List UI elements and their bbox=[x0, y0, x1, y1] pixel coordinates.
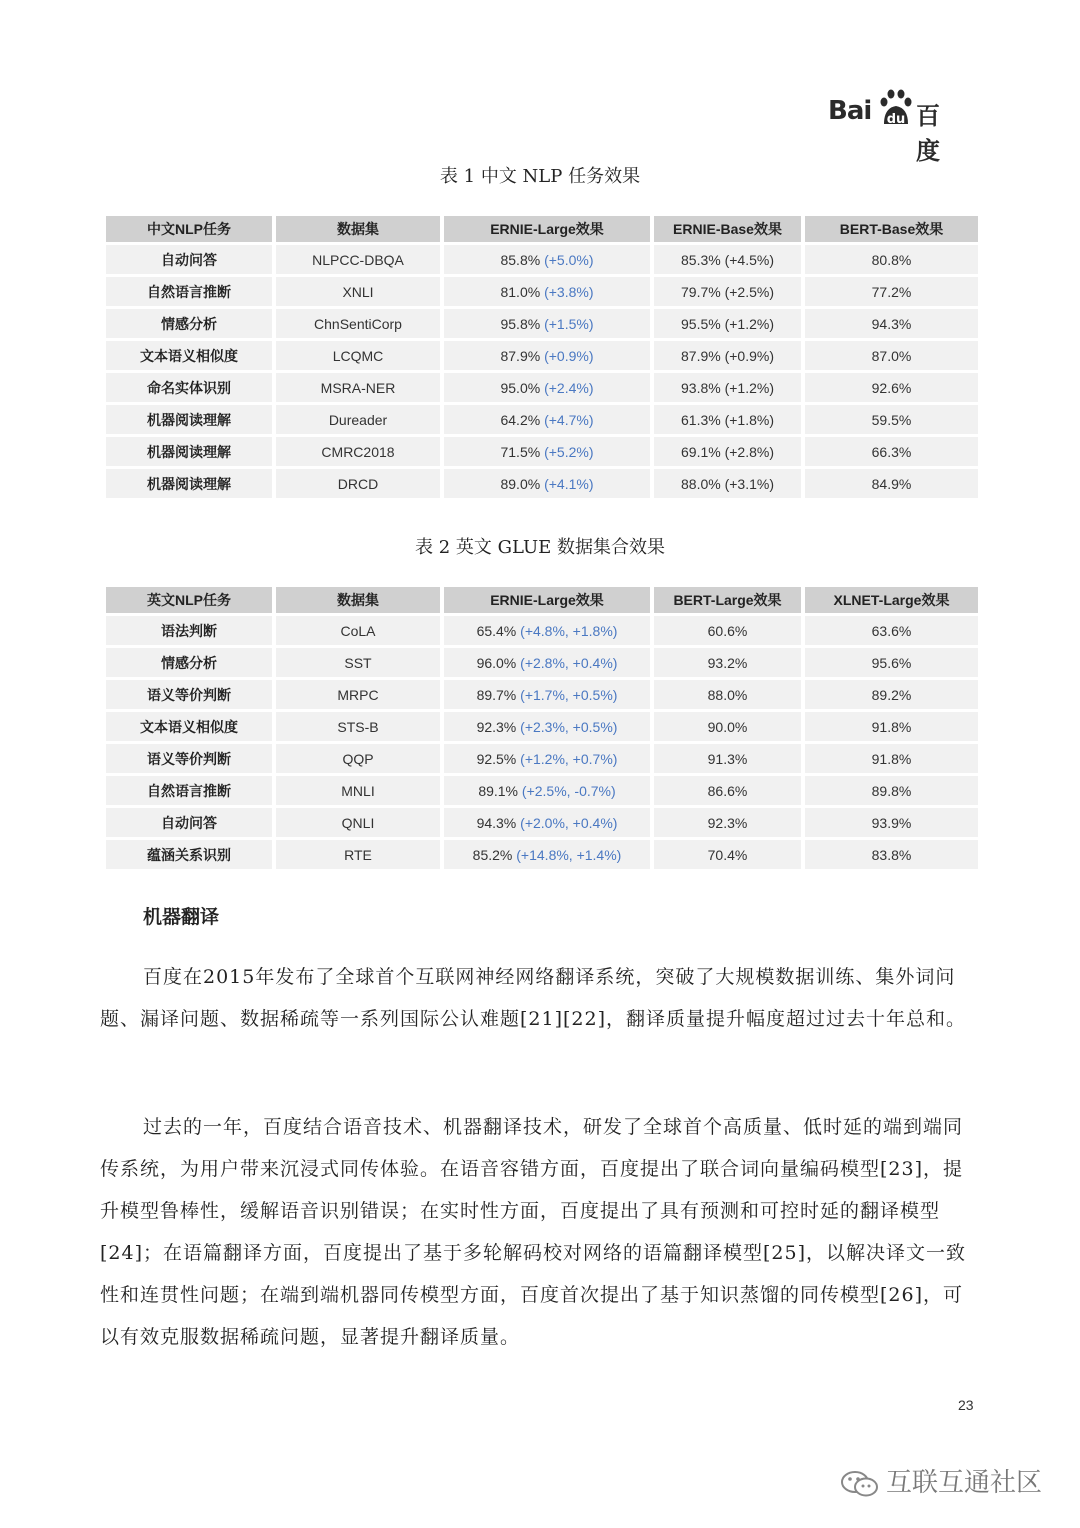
xlnet-large-cell: 63.6% bbox=[805, 616, 978, 645]
table2 bbox=[102, 584, 982, 872]
dataset-cell: Dureader bbox=[276, 405, 440, 434]
dataset-cell: MSRA-NER bbox=[276, 373, 440, 402]
ernie-large-value: 95.0% bbox=[500, 379, 541, 396]
bert-large-cell: 86.6% bbox=[654, 776, 801, 805]
ernie-large-value: 85.2% bbox=[472, 846, 513, 863]
task-cell: 语义等价判断 bbox=[106, 680, 272, 709]
table2-caption: 表 2 英文 GLUE 数据集合效果 bbox=[415, 537, 665, 558]
watermark bbox=[840, 1462, 1042, 1499]
ernie-large-delta: (+4.1%) bbox=[544, 475, 594, 492]
table2-header-cell: XLNET-Large效果 bbox=[805, 587, 978, 613]
task-cell: 情感分析 bbox=[106, 648, 272, 677]
bert-large-cell: 70.4% bbox=[654, 840, 801, 869]
table2-header-cell: ERNIE-Large效果 bbox=[444, 587, 650, 613]
bert-large-cell: 91.3% bbox=[654, 744, 801, 773]
table-row bbox=[106, 648, 978, 677]
bert-base-cell: 59.5% bbox=[805, 405, 978, 434]
table1-header-cell: BERT-Base效果 bbox=[805, 216, 978, 242]
ernie-base-cell: 95.5% (+1.2%) bbox=[654, 309, 801, 338]
dataset-cell: CoLA bbox=[276, 616, 440, 645]
paragraph-2: 过去的一年，百度结合语音技术、机器翻译技术，研发了全球首个高质量、低时延的端到端同传系统，为用户带来沉浸式同传体验。在语音容错方面，百度提出了联合词向量编码模型[23]，提升模型鲁棒性，缓解语音识别错误；在实时性方面，百度提出了具有预测和可控时延的翻译模型[24]；在语篇翻译方面，百度提出了基于多轮解码校对网络的语篇翻译模型[25]，以解决译文一致性和连贯性问题；在端到端机器同传模型方面，百度首次提出了基于知识蒸馏的同传模型[26]，可以有效克服数据稀疏问题，显著提升翻译质量。 bbox=[100, 1116, 967, 1348]
table1-header-cell: 中文NLP任务 bbox=[106, 216, 272, 242]
ernie-large-cell bbox=[444, 405, 650, 434]
ernie-base-cell: 87.9% (+0.9%) bbox=[654, 341, 801, 370]
ernie-large-value: 89.1% bbox=[478, 782, 519, 799]
dataset-cell: MNLI bbox=[276, 776, 440, 805]
watermark-text: 互联互通社区 bbox=[886, 1468, 1043, 1498]
ernie-large-value: 64.2% bbox=[500, 411, 541, 428]
dataset-cell: MRPC bbox=[276, 680, 440, 709]
xlnet-large-cell: 93.9% bbox=[805, 808, 978, 837]
dataset-cell: SST bbox=[276, 648, 440, 677]
task-cell: 机器阅读理解 bbox=[106, 437, 272, 466]
xlnet-large-cell: 91.8% bbox=[805, 712, 978, 741]
table-row bbox=[106, 405, 978, 434]
ernie-large-delta: (+1.5%) bbox=[544, 315, 594, 332]
ernie-large-cell bbox=[444, 648, 650, 677]
table-row bbox=[106, 309, 978, 338]
table-row bbox=[106, 776, 978, 805]
dataset-cell: RTE bbox=[276, 840, 440, 869]
table-row bbox=[106, 616, 978, 645]
ernie-large-delta: (+2.5%, -0.7%) bbox=[521, 782, 616, 799]
ernie-large-delta: (+3.8%) bbox=[544, 283, 594, 300]
ernie-large-delta: (+2.4%) bbox=[544, 379, 594, 396]
ernie-large-delta: (+2.8%, +0.4%) bbox=[520, 654, 618, 671]
ernie-large-value: 94.3% bbox=[476, 814, 517, 831]
ernie-large-value: 96.0% bbox=[476, 654, 517, 671]
table-row bbox=[106, 245, 978, 274]
bert-base-cell: 92.6% bbox=[805, 373, 978, 402]
task-cell: 蕴涵关系识别 bbox=[106, 840, 272, 869]
xlnet-large-cell: 91.8% bbox=[805, 744, 978, 773]
ernie-large-value: 85.8% bbox=[500, 251, 541, 268]
table-row bbox=[106, 840, 978, 869]
table-row bbox=[106, 744, 978, 773]
ernie-base-cell: 85.3% (+4.5%) bbox=[654, 245, 801, 274]
ernie-large-delta: (+4.7%) bbox=[544, 411, 594, 428]
section-heading: 机器翻译 bbox=[143, 906, 220, 928]
table1 bbox=[102, 213, 982, 501]
logo-text-du: du bbox=[886, 112, 906, 127]
task-cell: 文本语义相似度 bbox=[106, 712, 272, 741]
dataset-cell: NLPCC-DBQA bbox=[276, 245, 440, 274]
paragraph-1: 百度在2015年发布了全球首个互联网神经网络翻译系统，突破了大规模数据训练、集外词问题、漏译问题、数据稀疏等一系列国际公认难题[21][22]，翻译质量提升幅度超过过去十年总和。 bbox=[100, 966, 967, 1030]
ernie-base-cell: 61.3% (+1.8%) bbox=[654, 405, 801, 434]
ernie-large-value: 89.7% bbox=[476, 686, 517, 703]
table1-header-cell: ERNIE-Base效果 bbox=[654, 216, 801, 242]
logo-text-latin: Bai bbox=[828, 96, 872, 126]
ernie-large-delta: (+5.2%) bbox=[544, 443, 594, 460]
baidu-logo bbox=[828, 88, 963, 165]
ernie-large-delta: (+1.7%, +0.5%) bbox=[520, 686, 618, 703]
ernie-large-value: 65.4% bbox=[476, 622, 517, 639]
xlnet-large-cell: 95.6% bbox=[805, 648, 978, 677]
table2-header-cell: 数据集 bbox=[276, 587, 440, 613]
ernie-large-cell bbox=[444, 744, 650, 773]
xlnet-large-cell: 89.2% bbox=[805, 680, 978, 709]
bert-large-cell: 60.6% bbox=[654, 616, 801, 645]
table-row bbox=[106, 712, 978, 741]
table1-header-cell: 数据集 bbox=[276, 216, 440, 242]
ernie-large-value: 89.0% bbox=[500, 475, 541, 492]
bert-base-cell: 94.3% bbox=[805, 309, 978, 338]
ernie-large-cell bbox=[444, 808, 650, 837]
table2-header-cell: BERT-Large效果 bbox=[654, 587, 801, 613]
ernie-large-cell bbox=[444, 712, 650, 741]
table1-caption: 表 1 中文 NLP 任务效果 bbox=[439, 166, 641, 187]
ernie-large-delta: (+2.3%, +0.5%) bbox=[520, 718, 618, 735]
task-cell: 情感分析 bbox=[106, 309, 272, 338]
ernie-large-delta: (+4.8%, +1.8%) bbox=[520, 622, 618, 639]
task-cell: 自然语言推断 bbox=[106, 776, 272, 805]
bert-base-cell: 84.9% bbox=[805, 469, 978, 498]
ernie-large-cell bbox=[444, 469, 650, 498]
task-cell: 自动问答 bbox=[106, 808, 272, 837]
task-cell: 机器阅读理解 bbox=[106, 469, 272, 498]
ernie-large-value: 71.5% bbox=[500, 443, 541, 460]
ernie-large-delta: (+14.8%, +1.4%) bbox=[516, 846, 622, 863]
task-cell: 语义等价判断 bbox=[106, 744, 272, 773]
task-cell: 语法判断 bbox=[106, 616, 272, 645]
ernie-large-cell bbox=[444, 245, 650, 274]
task-cell: 自动问答 bbox=[106, 245, 272, 274]
ernie-large-cell bbox=[444, 277, 650, 306]
table-row bbox=[106, 277, 978, 306]
bert-base-cell: 87.0% bbox=[805, 341, 978, 370]
ernie-large-value: 87.9% bbox=[500, 347, 541, 364]
dataset-cell: CMRC2018 bbox=[276, 437, 440, 466]
bert-base-cell: 66.3% bbox=[805, 437, 978, 466]
ernie-base-cell: 93.8% (+1.2%) bbox=[654, 373, 801, 402]
bert-large-cell: 92.3% bbox=[654, 808, 801, 837]
table1-header-cell: ERNIE-Large效果 bbox=[444, 216, 650, 242]
ernie-large-value: 81.0% bbox=[500, 283, 541, 300]
ernie-base-cell: 69.1% (+2.8%) bbox=[654, 437, 801, 466]
bert-base-cell: 77.2% bbox=[805, 277, 978, 306]
ernie-large-value: 92.5% bbox=[476, 750, 517, 767]
task-cell: 机器阅读理解 bbox=[106, 405, 272, 434]
ernie-base-cell: 88.0% (+3.1%) bbox=[654, 469, 801, 498]
ernie-large-cell bbox=[444, 341, 650, 370]
ernie-base-cell: 79.7% (+2.5%) bbox=[654, 277, 801, 306]
ernie-large-cell bbox=[444, 680, 650, 709]
task-cell: 命名实体识别 bbox=[106, 373, 272, 402]
table-row bbox=[106, 680, 978, 709]
ernie-large-cell bbox=[444, 373, 650, 402]
task-cell: 文本语义相似度 bbox=[106, 341, 272, 370]
wechat-icon bbox=[840, 1469, 880, 1499]
dataset-cell: ChnSentiCorp bbox=[276, 309, 440, 338]
ernie-large-delta: (+0.9%) bbox=[544, 347, 594, 364]
table-row bbox=[106, 373, 978, 402]
table2-header-cell: 英文NLP任务 bbox=[106, 587, 272, 613]
ernie-large-delta: (+1.2%, +0.7%) bbox=[520, 750, 618, 767]
ernie-large-value: 92.3% bbox=[476, 718, 517, 735]
ernie-large-delta: (+2.0%, +0.4%) bbox=[520, 814, 618, 831]
logo-text-cn: 百度 bbox=[916, 102, 940, 165]
ernie-large-value: 95.8% bbox=[500, 315, 541, 332]
bert-large-cell: 90.0% bbox=[654, 712, 801, 741]
bert-base-cell: 80.8% bbox=[805, 245, 978, 274]
bert-large-cell: 93.2% bbox=[654, 648, 801, 677]
xlnet-large-cell: 89.8% bbox=[805, 776, 978, 805]
page-number: 23 bbox=[958, 1397, 974, 1413]
dataset-cell: LCQMC bbox=[276, 341, 440, 370]
dataset-cell: QQP bbox=[276, 744, 440, 773]
dataset-cell: XNLI bbox=[276, 277, 440, 306]
table-row bbox=[106, 469, 978, 498]
ernie-large-cell bbox=[444, 840, 650, 869]
paw-icon bbox=[878, 88, 914, 128]
table-row bbox=[106, 341, 978, 370]
dataset-cell: STS-B bbox=[276, 712, 440, 741]
xlnet-large-cell: 83.8% bbox=[805, 840, 978, 869]
table-row bbox=[106, 437, 978, 466]
ernie-large-delta: (+5.0%) bbox=[544, 251, 594, 268]
task-cell: 自然语言推断 bbox=[106, 277, 272, 306]
table-row bbox=[106, 808, 978, 837]
dataset-cell: QNLI bbox=[276, 808, 440, 837]
ernie-large-cell bbox=[444, 309, 650, 338]
bert-large-cell: 88.0% bbox=[654, 680, 801, 709]
dataset-cell: DRCD bbox=[276, 469, 440, 498]
ernie-large-cell bbox=[444, 616, 650, 645]
ernie-large-cell bbox=[444, 437, 650, 466]
ernie-large-cell bbox=[444, 776, 650, 805]
